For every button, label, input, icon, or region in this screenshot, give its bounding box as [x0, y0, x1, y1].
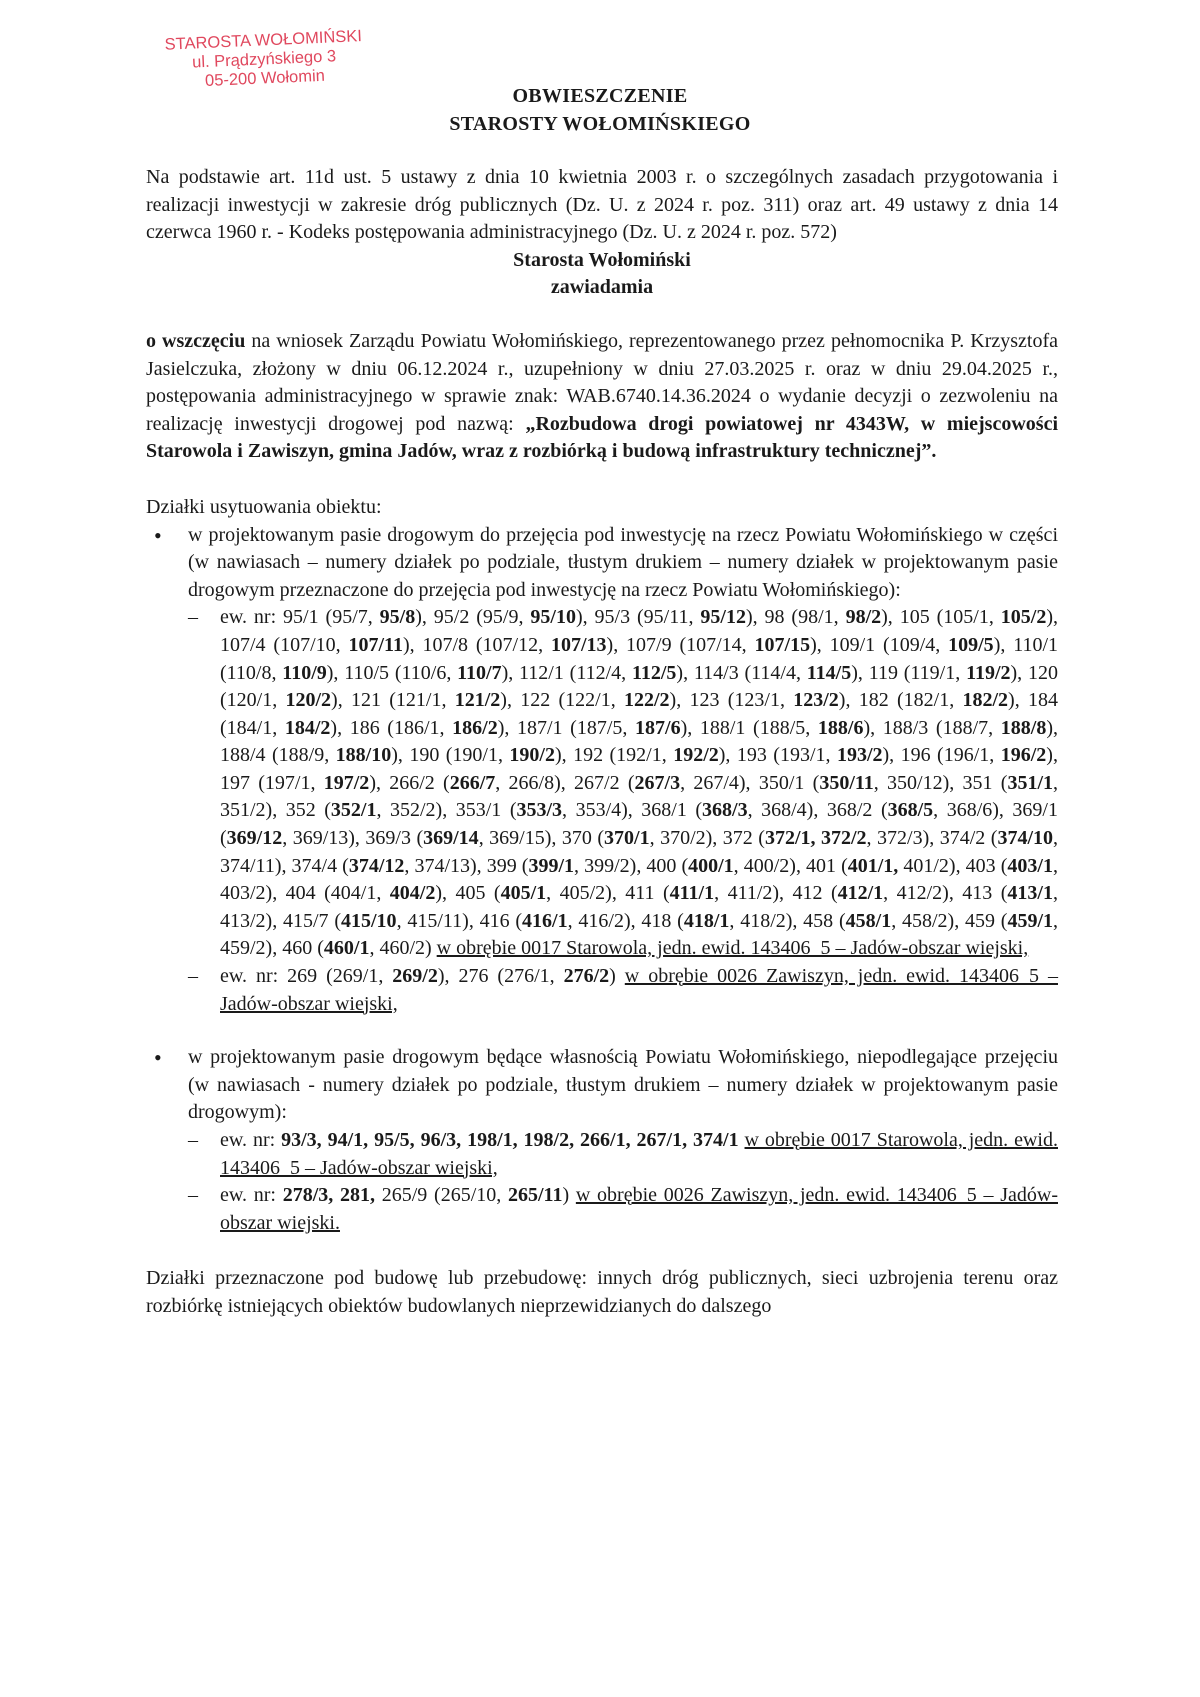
title-line-1: OBWIESZCZENIE — [512, 85, 688, 107]
cadastral-area-reference: w obrębie 0026 Zawiszyn, jedn. ewid. 143406_5 – Jadów-obszar wiejski, — [220, 965, 1058, 1015]
parcel-number-bold: 458/1 — [845, 909, 892, 932]
parcel-number-bold: 369/14 — [423, 827, 479, 850]
parcel-sublist — [188, 1127, 1058, 1237]
stamp-line-1: STAROSTA WOŁOMIŃSKI — [164, 27, 363, 54]
parcel-text: ), 107/9 (107/14, — [606, 633, 755, 656]
parcel-number-bold: 190/2 — [509, 744, 555, 767]
parcel-number-bold: 353/3 — [516, 799, 563, 822]
parcel-number-bold: 350/11 — [819, 771, 874, 794]
parcel-text: ), 193 (193/1, — [718, 744, 837, 767]
parcel-number-bold: 351/1 — [1007, 771, 1053, 794]
parcel-text: ), 190 (190/1, — [391, 744, 510, 767]
parcel-number-bold: 109/5 — [948, 633, 994, 656]
parcel-group-description: • w projektowanym pasie drogowym do przejęcia pod inwestycję na rzecz Powiatu Wołomińskiego w części (w nawiasach – numery działek po podziale, tłustym drukiem – numery działek w projektowanym pasie drogowym przeznaczone do przejęcia pod inwestycję na rzecz Powiatu Wołomińskiego): — [188, 523, 1058, 601]
parcel-number-bold: 278/3, 281, — [282, 1184, 376, 1207]
parcel-text: , 267/4), 350/1 ( — [680, 771, 820, 794]
parcel-number-bold: 98/2 — [845, 606, 882, 629]
parcel-text: , 353/4), 368/1 ( — [562, 799, 703, 822]
parcel-group-description: • w projektowanym pasie drogowym będące własnością Powiatu Wołomińskiego, niepodlegające przejęciu (w nawiasach - numery działek po podziale, tłustym drukiem – numery działek w projektowanym pasie drogowym): — [188, 1046, 1058, 1124]
parcel-text: , 412/2), 413 ( — [883, 882, 1008, 905]
parcel-text: ), 188/3 (188/7, — [863, 716, 1001, 739]
parcel-text: , 458/2), 459 ( — [891, 909, 1008, 932]
parcel-text: ), 197 (197/1, — [220, 744, 1058, 794]
stamp-line-2: ul. Prądzyńskiego 3 — [191, 47, 337, 72]
parcel-text: ), 186 (186/1, — [330, 716, 453, 739]
parcel-number-bold: 266/7 — [449, 771, 496, 794]
parcel-text: ew. nr: 269 (269/1, — [220, 965, 393, 988]
parcel-number-bold: 368/3 — [702, 799, 748, 822]
parcel-text: ), 276 (276/1, — [437, 965, 564, 988]
parcel-text: , 411/2), 412 ( — [714, 882, 838, 905]
parcel-text: ), 114/3 (114/4, — [676, 661, 807, 684]
parcel-number-bold: 416/1 — [522, 909, 568, 932]
parcel-number-bold: 114/5 — [806, 661, 852, 684]
parcel-number-bold: 405/1 — [500, 882, 547, 905]
parcel-number-bold: 121/2 — [454, 689, 501, 712]
parcel-text: ), 109/1 (109/4, — [810, 633, 949, 656]
parcel-text: , 415/11), 416 ( — [396, 909, 523, 932]
parcel-text: ), 188/4 (188/9, — [220, 716, 1059, 767]
parcel-number-bold: 120/2 — [285, 689, 332, 712]
parcel-text: , 369/13), 369/3 ( — [282, 827, 424, 850]
parcel-list-item — [188, 963, 1058, 1018]
parcel-number-bold: 107/15 — [754, 633, 811, 656]
parcel-number-bold: 460/1 — [323, 937, 370, 960]
parcel-text: ), 110/5 (110/6, — [326, 661, 458, 684]
parcel-text: ), 110/1 (110/8, — [220, 633, 1059, 684]
parcel-number-bold: 110/7 — [457, 661, 502, 684]
parcel-number-bold: 188/10 — [335, 744, 392, 767]
parcel-text: ), 182 (182/1, — [838, 689, 963, 712]
parcel-list-item — [188, 1182, 1058, 1237]
notice-lead: o wszczęciu — [146, 329, 246, 352]
parcel-group-acquisition — [146, 522, 1058, 1019]
parcel-text: , 369/15), 370 ( — [478, 827, 605, 850]
parcel-text: , 405/2), 411 ( — [546, 882, 670, 905]
parcel-text: ), 266/2 ( — [369, 771, 450, 794]
parcel-list-item — [188, 604, 1058, 963]
parcel-text: ), 95/3 (95/11, — [575, 606, 701, 629]
parcel-number-bold: 95/12 — [700, 606, 746, 629]
parcel-number-bold: 403/1 — [1007, 854, 1053, 877]
parcel-number-bold: 374/12 — [348, 854, 405, 877]
parcel-sublist — [188, 604, 1058, 1018]
parcel-text: ew. nr: 95/1 (95/7, — [220, 606, 380, 629]
parcel-number-bold: 415/10 — [341, 909, 397, 932]
parcel-number-bold: 369/12 — [226, 827, 283, 850]
parcel-text: , 459/2), 460 ( — [220, 909, 1058, 960]
parcel-number-bold: 187/6 — [635, 716, 681, 739]
parcel-number-bold: 95/10 — [530, 606, 576, 629]
parcel-number-bold: 107/11 — [348, 633, 403, 656]
stamp-line-3: 05-200 Wołomin — [204, 66, 326, 90]
parcel-number-bold: 110/9 — [282, 661, 327, 684]
parcel-text: , 400/2), 401 ( — [733, 854, 848, 877]
cadastral-area-reference: w obrębie 0017 Starowola, jedn. ewid. 143406_5 – Jadów-obszar wiejski, — [436, 937, 1029, 960]
parcel-text: , 374/13), 399 ( — [404, 854, 529, 877]
parcel-text: ), 123 (123/1, — [669, 689, 794, 712]
closing-paragraph: Działki przeznaczone pod budowę lub przebudowę: innych dróg publicznych, sieci uzbrojenia terenu oraz rozbiórkę istniejących obiektów budowlanych nieprzewidzianych do dalszego — [146, 1267, 1058, 1317]
parcel-text: , 399/2), 400 ( — [574, 854, 689, 877]
parcel-text: , 351/2), 352 ( — [220, 771, 1058, 822]
parcel-text: ), 187/1 (187/5, — [497, 716, 636, 739]
parcel-text: ), 196 (196/1, — [882, 744, 1001, 767]
notice-text: na wniosek Zarządu Powiatu Wołomińskiego, reprezentowanego przez pełnomocnika P. Krzysztofa Jasielczuka, złożony w dniu 06.12.2024 r., uzupełniony w dniu 27.03.2025 r. oraz w dniu 29.04.2025 r., postępowania administracyjnego w sprawie znak: WAB.6740.14.36.2024 o wydanie decyzji o zezwoleniu na realizację inwestycji drogowej pod nazwą: — [146, 329, 1059, 435]
parcel-number-bold: 184/2 — [284, 716, 331, 739]
parcel-text: , 418/2), 458 ( — [729, 909, 846, 932]
parcel-number-bold: 399/1 — [528, 854, 575, 877]
parcel-text: ), 188/1 (188/5, — [680, 716, 818, 739]
parcel-number-bold: 411/1 — [669, 882, 715, 905]
parcel-number-bold: 197/2 — [323, 771, 370, 794]
parcel-text: , 350/12), 351 ( — [873, 771, 1008, 794]
parcel-number-bold: 370/1 — [604, 827, 650, 850]
parcel-text: , 374/11), 374/4 ( — [220, 827, 1058, 877]
authority-line-1: Starosta Wołomiński — [513, 248, 691, 271]
parcel-text: ), 107/4 (107/10, — [220, 606, 1058, 656]
parcel-number-bold: 188/8 — [1000, 716, 1047, 739]
parcel-number-bold: 412/1 — [837, 882, 884, 905]
parcel-text: ), 192 (192/1, — [554, 744, 674, 767]
parcel-text: ), 95/2 (95/9, — [415, 606, 531, 629]
parcel-text: , 368/4), 368/2 ( — [747, 799, 888, 822]
parcel-text: 401/2), 403 ( — [898, 854, 1008, 877]
parcel-number-bold: 186/2 — [452, 716, 498, 739]
parcel-text: 265/9 (265/10, — [375, 1184, 508, 1207]
parcel-number-bold: 107/13 — [550, 633, 607, 656]
parcel-number-bold: 352/1 — [330, 799, 377, 822]
parcel-text: ), 405 ( — [435, 882, 501, 905]
parcels-heading: Działki usytuowania obiektu: — [146, 495, 382, 518]
parcel-text: ), 121 (121/1, — [331, 689, 455, 712]
parcel-text: , 266/8), 267/2 ( — [495, 771, 635, 794]
cadastral-area-reference: w obrębie 0026 Zawiszyn, jedn. ewid. 143406_5 – Jadów-obszar wiejski. — [220, 1184, 1058, 1234]
parcel-text: ew. nr: — [220, 1184, 283, 1207]
parcel-text: ), 120 (120/1, — [220, 661, 1058, 712]
parcel-number-bold: 119/2 — [966, 661, 1011, 684]
parcel-number-bold: 265/11 — [508, 1184, 563, 1207]
parcel-number-bold: 269/2 — [392, 965, 438, 988]
parcel-number-bold: 122/2 — [623, 689, 670, 712]
parcel-text: ), 112/1 (112/4, — [501, 661, 632, 684]
parcel-number-bold: 112/5 — [631, 661, 677, 684]
parcel-text: , 403/2), 404 (404/1, — [220, 854, 1058, 905]
document-body — [146, 164, 1058, 1321]
notice-paragraph — [146, 328, 1058, 466]
parcel-text: , 352/2), 353/1 ( — [376, 799, 517, 822]
investment-name: „Rozbudowa drogi powiatowej nr 4343W, w miejscowości Starowola i Zawiszyn, gmina Jadów, wraz z rozbiórką i budową infrastruktury technicznej”. — [146, 412, 1059, 463]
parcel-number-bold: 418/1 — [683, 909, 730, 932]
parcel-number-bold: 188/6 — [817, 716, 864, 739]
parcel-text: ), 98 (98/1, — [745, 606, 846, 629]
parcel-text: ), 107/8 (107/12, — [402, 633, 551, 656]
parcel-number-bold: 400/1 — [688, 854, 734, 877]
parcel-number-bold: 374/10 — [997, 827, 1053, 850]
parcel-list-item — [188, 1127, 1058, 1182]
parcel-text: ), 105 (105/1, — [881, 606, 1001, 629]
parcel-number-bold: 368/5 — [887, 799, 934, 822]
parcel-number-bold: 276/2 — [563, 965, 610, 988]
parcel-text: , 416/2), 418 ( — [567, 909, 684, 932]
parcel-number-bold: 372/1, 372/2 — [764, 827, 867, 850]
parcel-number-bold: 404/2 — [389, 882, 436, 905]
parcel-text: , 413/2), 415/7 ( — [220, 882, 1058, 932]
parcel-groups-list — [146, 522, 1058, 1238]
cadastral-area-reference: w obrębie 0017 Starowola, jedn. ewid. 143406_5 – Jadów-obszar wiejski, — [220, 1129, 1058, 1179]
parcel-text: ) — [609, 965, 625, 988]
parcel-text: , 368/6), 369/1 ( — [220, 799, 1058, 850]
parcel-group-county-owned — [146, 1044, 1058, 1237]
parcel-text: , 460/2) — [369, 937, 437, 960]
parcel-number-bold: 401/1, — [847, 854, 899, 877]
parcel-text: ew. nr: — [220, 1129, 282, 1151]
parcel-number-bold: 123/2 — [793, 689, 839, 712]
parcel-text: , 372/3), 374/2 ( — [866, 827, 998, 850]
parcel-number-bold: 196/2 — [1000, 744, 1047, 767]
parcel-number-bold: 182/2 — [962, 689, 1009, 712]
parcel-text: , 370/2), 372 ( — [649, 827, 765, 850]
parcel-number-bold: 93/3, 94/1, 95/5, 96/3, 198/1, 198/2, 266/1, 267/1, 374/1 — [281, 1129, 739, 1151]
parcel-number-bold: 267/3 — [634, 771, 681, 794]
parcel-text: ) — [562, 1184, 576, 1207]
authority-heading — [146, 247, 1058, 302]
document-title — [0, 82, 1200, 138]
parcel-text: ), 184 (184/1, — [220, 689, 1058, 739]
parcel-text: ), 122 (122/1, — [500, 689, 624, 712]
parcel-number-bold: 95/8 — [379, 606, 416, 629]
legal-basis-paragraph: Na podstawie art. 11d ust. 5 ustawy z dnia 10 kwietnia 2003 r. o szczególnych zasadach przygotowania i realizacji inwestycji w zakresie dróg publicznych (Dz. U. z 2024 r. poz. 311) oraz art. 49 ustawy z dnia 14 czerwca 1960 r. - Kodeks postępowania administracyjnego (Dz. U. z 2024 r. poz. 572) — [146, 166, 1058, 244]
parcel-number-bold: 192/2 — [673, 744, 719, 767]
authority-line-2: zawiadamia — [550, 276, 654, 299]
parcel-number-bold: 105/2 — [1000, 606, 1047, 629]
parcel-number-bold: 459/1 — [1007, 909, 1053, 932]
title-line-2: STAROSTY WOŁOMIŃSKIEGO — [449, 113, 751, 135]
parcel-number-bold: 413/1 — [1007, 882, 1053, 905]
parcel-text: ), 119 (119/1, — [851, 661, 967, 684]
parcel-number-bold: 193/2 — [836, 744, 883, 767]
